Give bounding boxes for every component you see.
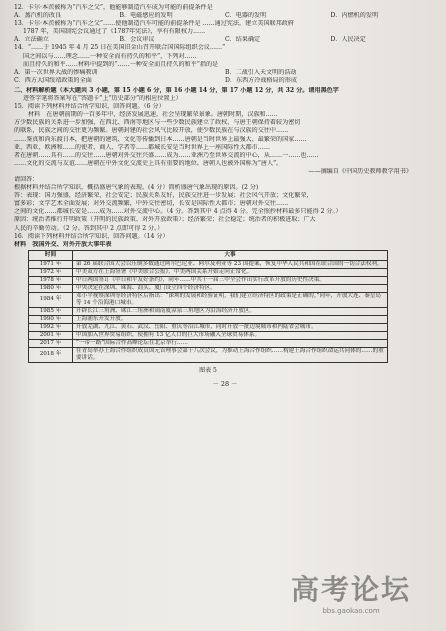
row-event: 中日两国签订《中日和平友好条约》，同年……中共十一届三中全会作出实行改革开放的历史性决策。 [73,276,388,284]
table-row [29,276,388,284]
q15-answer-4: 原因：统治者推行开明政策（开明的民族政策、对外开放政策）；经济繁荣；社会稳定；统治者的积极进取；广大 [14,216,316,224]
table-row [29,347,388,362]
q15-source: ——摘编自《中国历史教师教学用书》 [308,167,412,175]
q12-stem: 12．卡尔·本茨被称为“汽车之父”，他能够制造汽车成为可能的前提条件是 [14,4,213,11]
q15-material-4: ……鉴真和尚东渡日本，把唐朝的建筑、文化等传播到日本……唐朝是当时世界上最强大、最繁荣的国家…… [14,135,307,143]
q13-stem-2: 1787 年，美国制宪会议通过了《1787年宪法》，享有有限权力…… [23,28,206,36]
q14-stem: 14．“……于 1945 年 4 月 25 日在美国旧金山召开联合国国际组织会议……” [14,44,226,52]
q15-material-3: 的联系，民族之间的交往更为频繁。唐朝封建的社会风气比较开放，使少数民族在与汉族的交往中…… [14,127,289,135]
q15-ask: 根据材料并结合所学知识，概括盛唐气象的表现。(4 分）简析盛唐气象出现的原因。(2 分) [14,184,259,192]
col-event-header: 大事 [73,250,388,260]
row-event: “一带一路”国际合作高峰论坛在北京举行…… [73,339,388,347]
q15-material-1: 材料 在唐朝前期的一百多年中，经济发展迅速，社会呈现繁荣景象。唐朝时期，汉族和…… [28,111,278,119]
page-number: － 28 － [212,379,238,388]
q15-ask-label: 请回答： [14,175,39,183]
q13-stem: 13．卡尔·本茨被称为“汽车之父”……使他制造汽车可能的前提条件是 ……通过宪法，建立美国联邦政府 [14,20,294,28]
row-year: 1985 年 [29,307,73,315]
row-year: 1978 年 [29,276,73,284]
q13-option-c: C．结果确定 [225,36,261,44]
row-event: 中国加入世界贸易组织，使拥有 13 亿人口的巨大市场融入全球贸易体系。 [73,331,388,339]
q12-option-a: A．蒸汽机的改良 [14,12,62,20]
table-header-row [29,250,388,260]
q12-option-b: B．电磁感应的发明 [119,12,173,20]
q14-stem-3: 而且持久的和平……材料中提到的“……一种安全而且持久的和平”指的是 [23,60,219,68]
q15-answer-2: 富多彩；文学艺术全面发展；对外交流频繁，中外交往密切，长安是国际性大都市；唐朝对外交往…… [14,200,289,208]
table-row [29,260,388,268]
row-event: 开辟长江三角洲、珠江三角洲和闽南厦漳泉三角地区为沿海经济开放区。 [73,307,388,315]
q15-answer-5: 人民的辛勤劳动。（2 分。答到其中 2 点即可得 2 分。） [14,224,164,232]
q13-option-a: A．立法确立 [14,36,49,44]
q12-option-c: C．电器的发明 [225,12,267,20]
row-year: 1984 年 [29,292,73,307]
q14-options-row2 [14,77,436,85]
watermark-logo-text: 高考论坛 [290,573,411,606]
q15-answer-1: 答：表现：国力强盛，经济繁荣，社会安定；民族关系友好，民族交往进一步发展；社会风气开放；文化繁荣， [14,192,313,200]
row-event: 第 26 届联合国大会以压倒多数通过阿尔巴尼亚、阿尔及利亚等 23 国提案，恢复中华人民共和国在联合国的一切合法权利。 [73,260,388,268]
row-year: 1971 年 [29,260,73,268]
q13-options [14,36,436,44]
q14-option-a: A．第一次世界大战的惨痛教训 [14,68,98,76]
q15-material-2: 方少数民族的关系进一步加强，在西北、西南等地区与一些少数民族建立了政权，与唐王朝保持着较为密切 [14,119,301,127]
row-event: 在青岛举办上海合作组织成员国元首理事会第十八次会议，为推动上海合作组织……构建上海合作组织命运共同体的……的重要讲话。 [73,347,388,362]
section2-heading-2: 迹签字笔将答案写在“答题卡”上“历史部分”的相应位置上） [23,95,182,103]
watermark-url: bbs.gaokao.com [322,607,380,615]
q15-answer-3: 之间的文化……都城长安是……成为……对外交流中心。（4 分。答到其中 4 点得 4 分。完全照抄材料最多只能得 2 分。） [14,208,342,216]
row-year: 2017 年 [29,339,73,347]
q14-option-d: D．东西方冷战格局的形成 [225,76,297,84]
q14-options-row1 [14,69,436,77]
section2-heading: 二、材料解析题（本大题共 3 小题，第 15 小题 6 分，第 16 小题 14 分，第 17 小题 12 分，共 32 分。请用黑色字 [14,86,339,94]
q13-option-d: D．人民决定 [330,36,366,44]
q16-material-title: 材料 我国外交、对外开放大事年表 [14,240,112,248]
q15-material-7: ……文化的交流与友谊……唐朝在中外文化交流史上具有重要的地位。唐朝人也被外国称为“唐人”。 [14,159,283,167]
table-row [29,268,388,276]
row-year: 1980 年 [29,284,73,292]
table-row [29,331,388,339]
row-event: 上海浦东开发开放。 [73,315,388,323]
q15-material-5: 亚、西亚、欧洲和……的使者、商人、学者等……都城长安是当时世界上一座国际性大都市…… [14,143,270,151]
site-watermark [276,573,426,621]
q16-intro: 16．阅读下列材料并结合所学知识，回答问题。（14 分） [14,232,169,240]
row-event: 邓小平视察深圳等经济特区后指出：“深圳的发展和经验证明，我们建立经济特区的政策是正确的。”同年，开放大连、秦皇岛等 14 个沿海港口城市。 [73,292,388,307]
table-row [29,323,388,331]
q12-options [14,12,436,20]
col-time-header: 时间 [29,250,73,260]
row-event: 开放芜湖、九江、黄石、武汉、岳阳、重庆等沿江城市，同时开放一批边境城市和内陆省会城市。 [73,323,388,331]
row-year: 1972 年 [29,268,73,276]
q13-option-b: B．会议审议 [119,36,155,44]
table-caption: 图表 5 [199,366,217,374]
table-row [29,292,388,307]
table-row [29,339,388,347]
q15-intro: 15．阅读下列材料并结合所学知识，回答问题。（6 分） [14,103,165,111]
row-year: 1990 年 [29,315,73,323]
q14-stem-2: 国之间以与……理念……一种安全而有持久的和平”，下列对…… [23,52,197,60]
q12-option-d: D．内燃机的发明 [330,12,379,20]
row-year: 2001 年 [29,331,73,339]
q14-option-c: C．西方大国绥靖政策的全面 [14,76,92,84]
q15-material-6: 者在唐朝……具有……的交往……唐朝对外交往兴盛……成为……亚洲乃至世界交流的中心，从……一……也…… [14,151,319,159]
row-event: 中央决定在深圳、珠海、汕头、厦门设立四个经济特区。 [73,284,388,292]
table-row [29,307,388,315]
row-event: 中美双方在上海签署《中美联合公报》，中美两国关系开始走向正常化。 [73,268,388,276]
table-row [29,315,388,323]
table-row [29,284,388,292]
row-year: 1992 年 [29,323,73,331]
row-year: 2018 年 [29,347,73,362]
events-table [28,250,388,363]
q14-option-b: B．二战引入天文明的浩劫 [225,68,297,76]
